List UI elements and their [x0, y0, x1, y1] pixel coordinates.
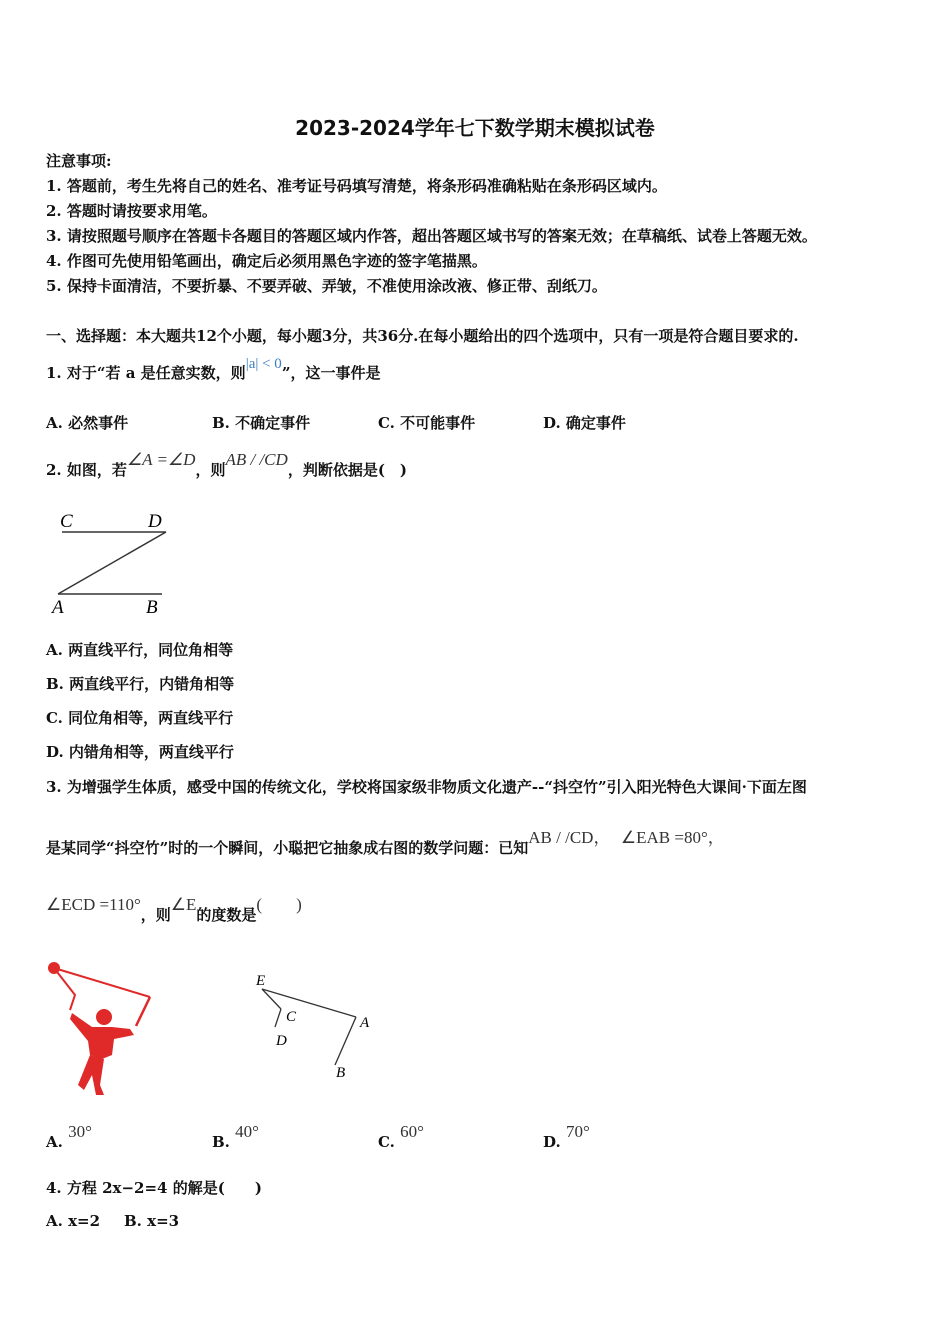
q3-sep: ， [593, 828, 611, 847]
q3-math-4: ∠E [170, 895, 197, 914]
q3-option-c [378, 1122, 424, 1152]
notice-item: 5. 保持卡面清洁，不要折暴、不要弄破、弄皱，不准使用涂改液、修正带、刮纸刀。 [46, 277, 607, 295]
figure-label-d: D [148, 511, 162, 532]
notice-item: 2. 答题时请按要求用笔。 [46, 202, 217, 220]
q1-text: 1. 对于“若 a 是任意实数，则 [46, 364, 246, 382]
figure-label-e: E [256, 973, 266, 989]
q1-text-end: ”，这一事件是 [281, 364, 381, 382]
q2-text-end: ，判断依据是( ) [287, 461, 408, 479]
option-letter: C. [378, 1133, 395, 1151]
q3-math-2: ∠EAB =80° [620, 828, 708, 847]
q2-option-b: B. 两直线平行，内错角相等 [46, 675, 235, 693]
figure-label-c: C [60, 511, 73, 532]
section-heading: 一、选择题：本大题共12个小题，每小题3分，共36分.在每小题给出的四个选项中，只有一项是符合题目要求的. [46, 327, 799, 345]
q3-text: 是某同学“抖空竹”时的一个瞬间，小聪把它抽象成右图的数学问题：已知 [46, 839, 529, 857]
q2-text-mid: ，则 [195, 461, 226, 479]
kongzhu-player-image [42, 955, 162, 1100]
q2-figure [50, 505, 180, 620]
figure-label-c: C [286, 1009, 297, 1025]
figure-label-b: B [146, 597, 158, 618]
figure-label-b: B [336, 1065, 346, 1081]
q2-option-d: D. 内错角相等，两直线平行 [46, 743, 234, 761]
q3-paren: ( ) [256, 895, 302, 914]
notice-item: 4. 作图可先使用铅笔画出，确定后必须用黑色字迹的签字笔描黑。 [46, 252, 487, 270]
q3-line-2 [46, 828, 725, 858]
option-letter: D. [543, 1133, 561, 1151]
q3-option-d [543, 1122, 590, 1152]
q4-option-b: B. x=3 [124, 1212, 180, 1230]
option-value: 30° [68, 1122, 92, 1141]
q3-text-mid: ，则 [140, 906, 171, 924]
figure-label-a: A [52, 597, 64, 618]
q3-line-3 [46, 895, 302, 925]
q3-text-end: 的度数是 [196, 906, 257, 924]
option-letter: B. [212, 1133, 230, 1151]
q1-option-a: A. 必然事件 [46, 414, 129, 432]
q1-math: |a| < 0 [245, 356, 282, 372]
question-1 [46, 356, 381, 384]
q3-math-3: ∠ECD =110° [46, 895, 141, 914]
figure-label-d: D [276, 1033, 287, 1049]
option-letter: A. [46, 1133, 63, 1151]
q2-text: 2. 如图，若 [46, 461, 127, 479]
notice-item: 3. 请按照题号顺序在答题卡各题目的答题区域内作答，超出答题区域书写的答案无效；在草稿纸、试卷上答题无效。 [46, 227, 817, 245]
q1-option-d: D. 确定事件 [543, 414, 626, 432]
notice-item: 1. 答题前，考生先将自己的姓名、准考证号码填写清楚，将条形码准确粘贴在条形码区域内。 [46, 177, 667, 195]
q1-option-b: B. 不确定事件 [212, 414, 311, 432]
notice-heading: 注意事项: [46, 152, 112, 170]
q3-option-b [212, 1122, 259, 1152]
q2-option-c: C. 同位角相等，两直线平行 [46, 709, 234, 727]
question-4: 4. 方程 2x−2=4 的解是( ) [46, 1179, 262, 1197]
option-value: 70° [565, 1122, 590, 1141]
q2-option-a: A. 两直线平行，同位角相等 [46, 641, 234, 659]
q3-figure [250, 965, 380, 1085]
question-2 [46, 450, 408, 480]
q2-math-2: AB / /CD [225, 450, 288, 469]
q3-option-a [46, 1122, 92, 1152]
q3-sep: ， [707, 828, 725, 847]
q1-option-c: C. 不可能事件 [378, 414, 476, 432]
figure-label-a: A [360, 1015, 370, 1031]
q2-math-1: ∠A =∠D [126, 450, 196, 469]
q4-option-a: A. x=2 [46, 1212, 101, 1230]
q3-line-1: 3. 为增强学生体质，感受中国的传统文化，学校将国家级非物质文化遗产--“抖空竹”引入阳光特色大课间·下面左图 [46, 778, 807, 796]
option-value: 40° [235, 1122, 259, 1141]
q3-math-1: AB / /CD [528, 828, 594, 847]
option-value: 60° [400, 1122, 424, 1141]
page-title: 2023-2024学年七下数学期末模拟试卷 [295, 116, 655, 140]
